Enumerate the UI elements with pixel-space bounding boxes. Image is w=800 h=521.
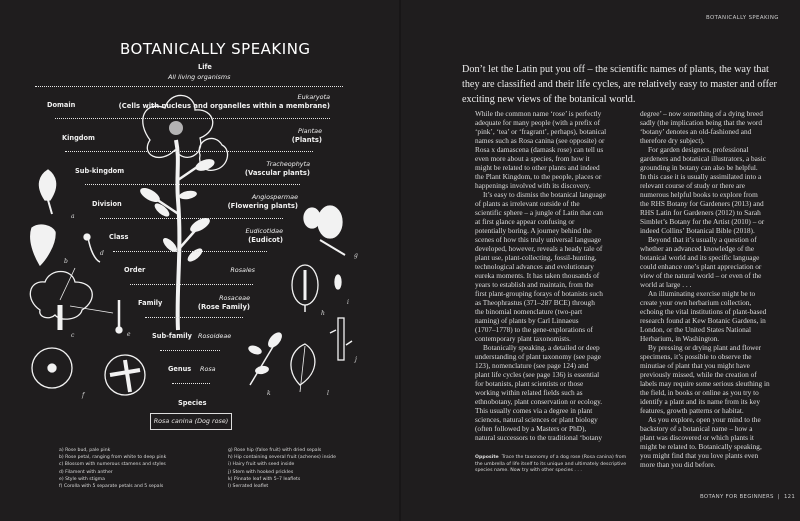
- body-text-line: numerous helpful books to explore from: [640, 190, 758, 199]
- caption-line: c) Blossom with numerous stamens and styles: [59, 462, 166, 468]
- figure-letter: b: [64, 258, 68, 265]
- body-text-line: Botanically speaking, a detailed or deep: [483, 343, 600, 352]
- figure-letter: d: [100, 250, 104, 257]
- body-text-line: For garden designers, professional: [648, 145, 749, 154]
- body-text-line: This usually comes via a degree in plant: [475, 406, 593, 415]
- body-text-line: plant use, plant-collecting, fossil-hunting,: [475, 253, 597, 262]
- rose-petal-illustration: [31, 225, 55, 265]
- rank-label: Family: [138, 299, 163, 307]
- caption-line: h) Hip containing several fruit (achenes) inside: [228, 455, 336, 461]
- caption-text: Trace the taxonomy of a dog rose (Rosa canina) from the umbrella of life itself to its unique and ultimately descriptive species name. Now try with other species . . .: [475, 455, 627, 474]
- body-text-line: backstory of a botanical name – how a: [640, 424, 753, 433]
- rank-label: Species: [178, 399, 207, 407]
- body-text-line: By pressing or drying plant and flower: [648, 343, 762, 352]
- body-text-line: It’s easy to dismiss the botanical language: [483, 190, 606, 199]
- caption-line: g) Rose hip (false fruit) with dried sepals: [228, 448, 322, 453]
- body-text-line: indeed Collins’ Botanical Bible (2018).: [640, 226, 755, 235]
- serrated-leaflet-illustration: [291, 344, 315, 392]
- rank-common-name: (Cells with nucleus and organelles within a membrane): [118, 102, 330, 110]
- rank-latin-name: Rosales: [230, 266, 255, 274]
- rank-label: Class: [109, 233, 129, 241]
- body-text-line: (often followed by a Masters or PhD),: [475, 424, 587, 433]
- body-text-line: identify a plant and its name from its key: [640, 397, 760, 406]
- rank-label: Genus: [168, 365, 192, 373]
- body-column-2: [640, 109, 770, 469]
- body-text-line: world at large . . .: [640, 280, 692, 289]
- body-text-line: features, growth patterns or habitat.: [640, 406, 744, 415]
- body-text-line: relevant course of study or there are: [640, 181, 745, 190]
- body-text-line: working within related fields such as: [475, 388, 583, 397]
- body-text-line: plant life cycles (see page 136) is essential: [475, 370, 600, 379]
- rank-latin-name: Rosaceae: [219, 294, 250, 302]
- body-text-line: create your own herbarium collection,: [640, 298, 752, 307]
- rank-label: Domain: [47, 101, 76, 109]
- rank-life: Life: [198, 63, 212, 71]
- body-text-line: might be related to other plants and indeed: [475, 163, 600, 172]
- page-title: BOTANICALLY SPEAKING: [120, 40, 311, 58]
- body-column-1: [475, 109, 606, 442]
- corolla-illustrations: [32, 348, 145, 395]
- caption-line: d) Filament with anther: [59, 469, 113, 475]
- body-text-line: ‘pink’, ‘tea’ or ‘fragrant’, perhaps), botanical: [475, 127, 607, 136]
- body-text-line: specimens, it’s possible to observe the: [640, 352, 752, 361]
- rose-hip-illustration: [304, 206, 345, 255]
- body-text-line: Beyond that it’s usually a question of: [648, 235, 757, 244]
- body-text-line: 123), nomenclature (see page 124) and: [475, 361, 589, 370]
- caption-line: k) Pinnate leaf with 5–7 leaflets: [228, 476, 301, 482]
- body-text-line: While the common name ‘rose’ is perfectly: [475, 109, 602, 118]
- figure-letter: c: [71, 332, 75, 339]
- body-text-line: As you explore, open your mind to the: [648, 415, 761, 424]
- captions-right: [228, 447, 336, 490]
- body-text-line: grounding in botany can also be helpful.: [640, 163, 758, 172]
- body-text-line: An illuminating exercise might be to: [648, 289, 756, 298]
- page-number: 121: [783, 494, 796, 500]
- rank-label: Order: [124, 266, 146, 274]
- body-text-line: the field, in books or online as you try to: [640, 388, 759, 397]
- filament-illustration: [84, 234, 100, 262]
- body-text-line: scientific sphere – a jungle of Latin that can: [475, 208, 604, 217]
- body-text-line: for botanists, plant scientists or those: [475, 379, 584, 388]
- body-text-line: first plant-grouping forays of botanists such: [475, 289, 603, 298]
- dotted-divider: [55, 118, 330, 119]
- body-text-line: even more about a species, from how it: [475, 154, 590, 163]
- intro-paragraph: Don’t let the Latin put you off – the scientific names of plants, the way that they are classified and their life cycles, are relatively easy to master and offer exciting new views of the botanical world.: [462, 64, 777, 105]
- caption-line: b) Rose petal, ranging from white to deep pink: [59, 455, 167, 461]
- rank-common-name: (Flowering plants): [227, 202, 298, 210]
- rose-plant-illustration: [138, 95, 228, 330]
- dotted-divider: [160, 350, 220, 351]
- body-text-line: scenes of how this truly universal language: [475, 235, 602, 244]
- body-text-line: understanding of plant taxonomy (see page: [475, 352, 601, 361]
- caption-line: e) Style with stigma: [59, 476, 105, 482]
- pinnate-leaf-illustration: [247, 330, 285, 385]
- figure-caption: [475, 455, 635, 475]
- body-text-line: Herbarium, in Washington.: [640, 334, 720, 343]
- body-text-line: echoing the vital institutions of plant-based: [640, 307, 767, 316]
- body-text-line: naming) of plants by Carl Linnaeus: [475, 316, 579, 325]
- running-head: BOTANICALLY SPEAKING: [706, 15, 779, 21]
- figure-letter: g: [354, 252, 358, 259]
- figure-letter: k: [267, 390, 271, 397]
- stem-illustration: [330, 318, 352, 360]
- dotted-divider: [100, 218, 283, 219]
- rank-common-name: (Vascular plants): [244, 169, 310, 177]
- body-text-line: might be related to. Botanically speaking,: [640, 442, 762, 451]
- figure-letter: e: [127, 331, 131, 338]
- body-text-line: happenings involved with its discovery.: [475, 181, 591, 190]
- rank-label: Kingdom: [62, 134, 95, 142]
- body-text-line: Simblet’s Botany for the Artist (2010) – or: [640, 217, 765, 226]
- body-text-line: view of the natural world – or even of the: [640, 271, 762, 280]
- body-text-line: could enhance one’s plant appreciation or: [640, 262, 762, 271]
- body-text-line: minutiae of plant that you might have: [640, 361, 750, 370]
- body-text-line: technological advances and evolutionary: [475, 262, 594, 271]
- body-text-line: contemporary plant taxonomists.: [475, 334, 571, 343]
- body-text-line: ethnobotany, plant conservation or ecology.: [475, 397, 603, 406]
- body-text-line: at first glance appear confusing or: [475, 217, 575, 226]
- dotted-divider: [145, 317, 243, 318]
- rank-label: Sub-kingdom: [75, 167, 125, 175]
- dotted-divider: [35, 86, 343, 87]
- dotted-divider: [172, 383, 210, 384]
- body-text-line: therefore dry subject).: [640, 136, 705, 145]
- figure-letter: a: [71, 213, 75, 220]
- caption-line: f) Corolla with 5 separate petals and 5 sepals: [59, 484, 164, 490]
- body-text-line: (1707–1778) to the gene-explorations of: [475, 325, 593, 334]
- body-text-line: RHS Latin for Gardeners (2012) to Sarah: [640, 208, 761, 217]
- body-text-line: whether an advanced knowledge of the: [640, 244, 755, 253]
- rank-label: Sub-family: [152, 332, 192, 340]
- body-text-line: labels may require some serious sleuthing in: [640, 379, 770, 388]
- dotted-divider: [65, 151, 313, 152]
- caption-line: a) Rose bud, pale pink: [59, 448, 111, 453]
- figure-letter: f: [82, 392, 85, 399]
- body-text-line: of plants as irrelevant outside of the: [475, 199, 580, 208]
- hip-section-illustration: [292, 265, 318, 312]
- figure-letter: l: [327, 390, 329, 397]
- rank-latin-name: Rosoideae: [198, 332, 232, 340]
- dotted-divider: [113, 251, 267, 252]
- rank-label: Division: [92, 200, 122, 208]
- page-footer: BOTANY FOR BEGINNERS | 121: [700, 494, 796, 500]
- body-text-line: plant was discovered or which plants it: [640, 433, 754, 442]
- fruit-illustration: [335, 275, 341, 289]
- dotted-divider: [85, 184, 300, 185]
- body-text-line: sadly (the implication being that the word: [640, 118, 762, 127]
- captions-left: [59, 447, 166, 490]
- figure-letter: i: [347, 299, 349, 306]
- rank-latin-name: Angiospermae: [251, 193, 298, 201]
- rank-common-name: (Eudicot): [248, 236, 283, 244]
- body-text-line: gardeners and botanical illustrators, a basic: [640, 154, 767, 163]
- body-text-line: ‘botany’ denotes an old-fashioned and: [640, 127, 752, 136]
- body-text-line: more than you did before.: [640, 460, 716, 469]
- body-text-line: developed, however, reveals a heady tale of: [475, 244, 603, 253]
- rank-latin-name: Eudicotidae: [245, 227, 283, 235]
- body-text-line: London, or the United States National: [640, 325, 752, 334]
- rank-latin-name: Eukaryota: [297, 93, 330, 101]
- body-text-line: names such as Rosa canina (see opposite) or: [475, 136, 605, 145]
- body-text-line: In this case it is usually assimilated into a: [640, 172, 762, 181]
- rose-bud-illustration: [39, 170, 55, 214]
- body-text-line: years to establish and maintain, from the: [475, 280, 594, 289]
- body-text-line: natural successors to the traditional ‘botany: [475, 433, 603, 442]
- blossom-illustration: [30, 268, 92, 330]
- body-text-line: sciences, natural sciences or plant biology: [475, 415, 598, 424]
- body-text-line: Rosa x damascena (damask rose) can tell us: [475, 145, 604, 154]
- body-text-line: the Plant Kingdom, to the people, places or: [475, 172, 602, 181]
- caption-line: i) Hairy fruit with seed inside: [228, 462, 295, 468]
- rank-latin-name: Rosa: [200, 365, 216, 373]
- body-text-line: botanical world and its specific language: [640, 253, 760, 262]
- body-text-line: research found at Kew Botanic Gardens, in: [640, 316, 766, 325]
- figure-letter: j: [355, 356, 357, 363]
- rank-latin-name: Plantae: [298, 127, 322, 135]
- dotted-divider: [130, 284, 253, 285]
- caption-line: j) Stem with hooked prickles: [228, 469, 294, 475]
- body-text-line: you might find that you love plants even: [640, 451, 759, 460]
- body-text-line: potentially boring. A journey behind the: [475, 226, 592, 235]
- caption-line: l) Serrated leaflet: [228, 484, 269, 490]
- caption-label: Opposite: [475, 455, 499, 460]
- body-text-line: adequate for many people (with a prefix of: [475, 118, 601, 127]
- rank-common-name: (Plants): [291, 136, 322, 144]
- rank-common-name: (Rose Family): [197, 303, 250, 311]
- body-text-line: the RHS Botany for Gardeners (2013) and: [640, 199, 764, 208]
- figure-letter: h: [321, 310, 325, 317]
- rank-life-description: All living organisms: [168, 73, 231, 81]
- body-text-line: eureka moments. It has taken thousands of: [475, 271, 600, 280]
- body-text-line: the binomial nomenclature (two-part: [475, 307, 583, 316]
- body-text-line: degree’ – now something of a dying breed: [640, 109, 763, 118]
- body-text-line: as Theophrastus (371–287 BCE) through: [475, 298, 595, 307]
- species-box: Rosa canina (Dog rose): [150, 413, 232, 430]
- footer-title: BOTANY FOR BEGINNERS: [700, 494, 774, 500]
- rank-latin-name: Tracheophyta: [266, 160, 310, 168]
- body-text-line: previously missed, while the creation of: [640, 370, 757, 379]
